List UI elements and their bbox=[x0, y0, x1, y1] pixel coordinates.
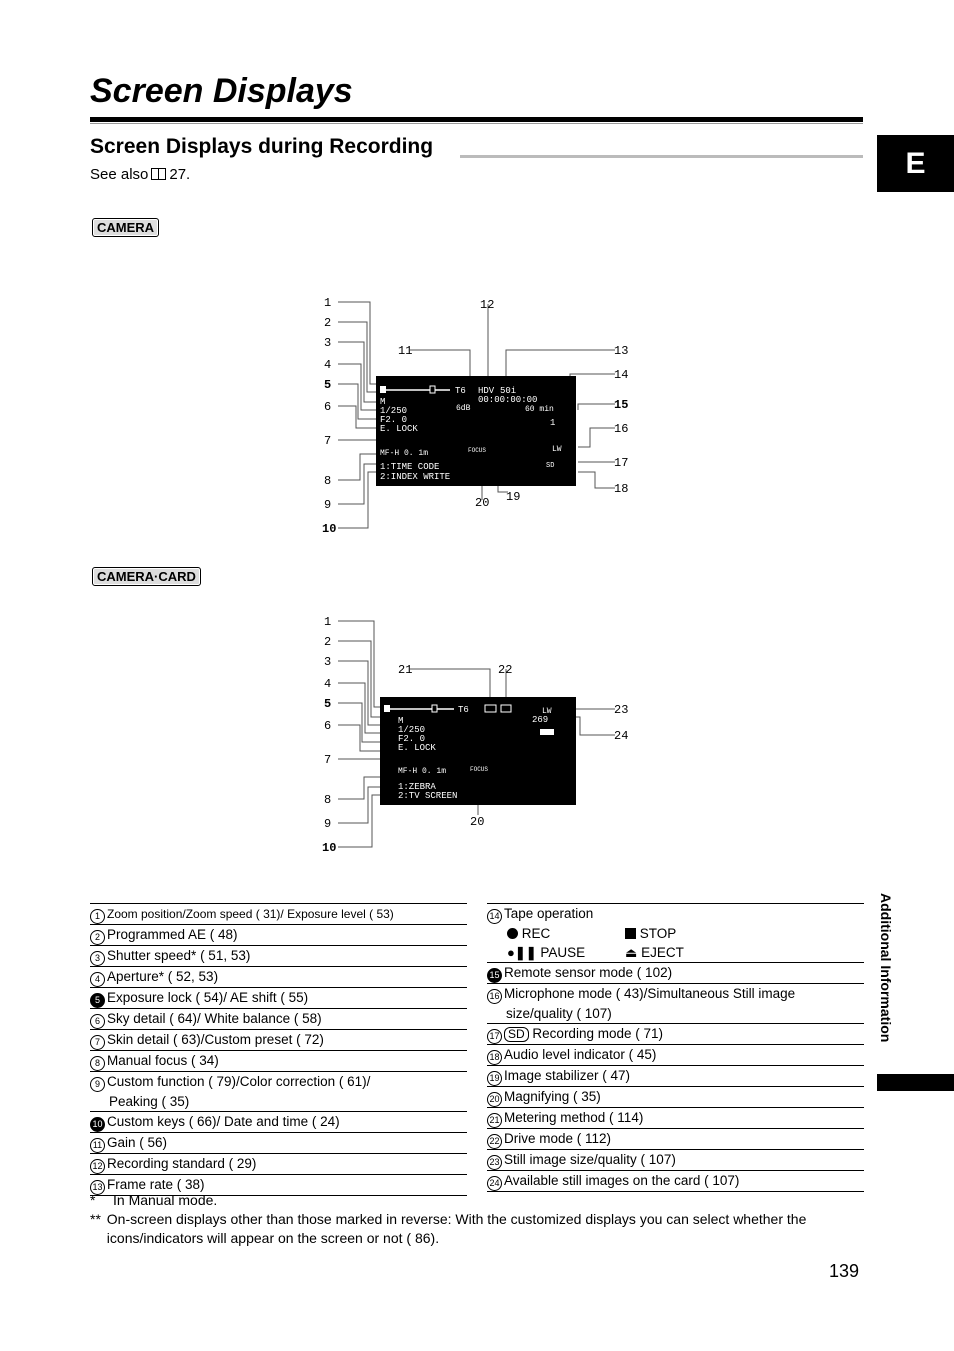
item-text: Shutter speed* ( 51, 53) bbox=[107, 948, 251, 963]
footnote: * In Manual mode. bbox=[90, 1192, 218, 1208]
list-item bbox=[487, 1171, 864, 1192]
svg-text:14: 14 bbox=[614, 368, 629, 382]
callout-number: 6 bbox=[90, 1014, 105, 1029]
item-text: Zoom position/Zoom speed ( 31)/ Exposure level ( 53) bbox=[107, 907, 394, 921]
list-item bbox=[90, 903, 467, 925]
svg-text:23: 23 bbox=[614, 703, 629, 717]
svg-text:8: 8 bbox=[324, 793, 332, 807]
callout-number: 16 bbox=[487, 989, 502, 1004]
sd-indicator: SD bbox=[546, 462, 555, 470]
title-rule-thin bbox=[90, 123, 863, 124]
zoom-tele-label: T6 bbox=[458, 705, 469, 715]
page-number: 139 bbox=[829, 1261, 860, 1281]
camera-card-screen-diagram bbox=[320, 611, 640, 856]
item-text: Microphone mode ( 43)/Simultaneous Still image bbox=[504, 986, 796, 1001]
list-item bbox=[487, 963, 864, 984]
list-item bbox=[90, 967, 467, 988]
item-text: Recording mode ( 71) bbox=[528, 1026, 663, 1041]
list-item bbox=[487, 984, 864, 1024]
item-text: Image stabilizer ( 47) bbox=[504, 1068, 631, 1083]
item-text: Recording standard ( 29) bbox=[107, 1156, 257, 1171]
see-also-label: See also bbox=[90, 166, 149, 183]
callout-number: 9 bbox=[90, 1077, 105, 1092]
list-item bbox=[90, 988, 467, 1009]
callout-number: 19 bbox=[487, 1071, 502, 1086]
list-item bbox=[90, 1009, 467, 1030]
camera-screen-diagram bbox=[320, 292, 640, 537]
item-text: Skin detail ( 63)/Custom preset ( 72) bbox=[107, 1032, 324, 1047]
callout-number: 5 bbox=[90, 993, 105, 1008]
available-images: 269 bbox=[532, 715, 549, 725]
list-item bbox=[90, 1030, 467, 1051]
svg-text:1: 1 bbox=[324, 296, 332, 310]
svg-text:20: 20 bbox=[475, 496, 490, 510]
camera-card-badge: CAMERA·CARD bbox=[92, 567, 201, 586]
item-text: Aperture* ( 52, 53) bbox=[107, 969, 219, 984]
callout-number: 21 bbox=[487, 1113, 502, 1128]
svg-text:18: 18 bbox=[614, 482, 629, 496]
svg-text:10: 10 bbox=[322, 841, 337, 855]
custom-key-1: 1:TIME CODE bbox=[380, 462, 440, 472]
item-text: Available still images on the card ( 107) bbox=[504, 1173, 740, 1188]
item-text-continued: size/quality ( 107) bbox=[506, 1006, 612, 1021]
aperture-value: F2. 0 bbox=[380, 415, 408, 425]
shutter-value: 1/250 bbox=[380, 406, 408, 416]
remote-mode: 1 bbox=[550, 418, 556, 428]
svg-text:8: 8 bbox=[324, 474, 332, 488]
item-text: Sky detail ( 64)/ White balance ( 58) bbox=[107, 1011, 322, 1026]
see-also-page: 27. bbox=[169, 166, 191, 183]
list-item bbox=[487, 1024, 864, 1045]
item-text: Still image size/quality ( 107) bbox=[504, 1152, 676, 1167]
list-item bbox=[90, 1072, 467, 1112]
list-item bbox=[487, 1150, 864, 1171]
item-text: Programmed AE ( 48) bbox=[107, 927, 238, 942]
list-item bbox=[90, 1051, 467, 1072]
list-item bbox=[487, 1129, 864, 1150]
shutter-value: 1/250 bbox=[398, 725, 426, 735]
callout-number: 8 bbox=[90, 1056, 105, 1071]
item-text: Metering method ( 114) bbox=[504, 1110, 644, 1125]
custom-key-2: 2:INDEX WRITE bbox=[380, 472, 451, 482]
title-rule bbox=[90, 117, 863, 122]
list-item bbox=[90, 1112, 467, 1133]
aperture-value: F2. 0 bbox=[398, 734, 426, 744]
custom-key-1: 1:ZEBRA bbox=[398, 782, 436, 792]
rec-icon bbox=[507, 928, 518, 939]
callout-number: 7 bbox=[90, 1035, 105, 1050]
svg-text:2: 2 bbox=[324, 635, 332, 649]
svg-text:9: 9 bbox=[324, 817, 332, 831]
callout-number: 22 bbox=[487, 1134, 502, 1149]
callout-number: 14 bbox=[487, 909, 502, 924]
list-item bbox=[90, 1154, 467, 1175]
callout-number: 13 bbox=[90, 1180, 105, 1195]
list-item bbox=[90, 946, 467, 967]
footnote: ** On-screen displays other than those marked in reverse: With the customized displays you can select whether the icons/indicators will appear on the screen or not ( 86). bbox=[90, 1211, 807, 1246]
manual-focus-value: MF-H 0. 1m bbox=[398, 767, 447, 776]
legend-right bbox=[487, 903, 864, 1192]
svg-text:6: 6 bbox=[324, 719, 332, 733]
item-text: Remote sensor mode ( 102) bbox=[504, 965, 673, 980]
ae-mode: M bbox=[398, 716, 404, 726]
tape-label: Tape operation bbox=[504, 906, 594, 921]
item-text-continued: Peaking ( 35) bbox=[109, 1094, 190, 1109]
svg-text:22: 22 bbox=[498, 663, 513, 677]
callout-number: 4 bbox=[90, 972, 105, 987]
svg-text:7: 7 bbox=[324, 753, 332, 767]
svg-text:21: 21 bbox=[398, 663, 413, 677]
callout-number: 24 bbox=[487, 1176, 502, 1191]
ae-mode: M bbox=[380, 397, 386, 407]
svg-text:4: 4 bbox=[324, 358, 332, 372]
page-title: Screen Displays bbox=[90, 72, 353, 110]
item-text: Exposure lock ( 54)/ AE shift ( 55) bbox=[107, 990, 309, 1005]
remaining-time: 60 min bbox=[525, 405, 554, 414]
camera-badge: CAMERA bbox=[92, 218, 159, 237]
item-text: Manual focus ( 34) bbox=[107, 1053, 219, 1068]
exposure-lock-label: E. LOCK bbox=[398, 743, 436, 753]
callout-number: 1 bbox=[90, 909, 105, 924]
callout-number: 20 bbox=[487, 1092, 502, 1107]
manual-focus-value: MF-H 0. 1m bbox=[380, 449, 429, 458]
svg-text:12: 12 bbox=[480, 298, 495, 312]
item-text: Magnifying ( 35) bbox=[504, 1089, 601, 1104]
zoom-tele-label: T6 bbox=[455, 386, 466, 396]
svg-text:10: 10 bbox=[322, 522, 337, 536]
svg-text:11: 11 bbox=[398, 344, 413, 358]
callout-number: 3 bbox=[90, 951, 105, 966]
svg-text:3: 3 bbox=[324, 655, 332, 669]
svg-text:7: 7 bbox=[324, 434, 332, 448]
svg-text:15: 15 bbox=[614, 398, 629, 412]
eject-icon: ⏏ bbox=[625, 945, 638, 960]
callout-number: 15 bbox=[487, 968, 502, 983]
item-text: Gain ( 56) bbox=[107, 1135, 168, 1150]
svg-text:1: 1 bbox=[324, 615, 332, 629]
section-rule bbox=[460, 155, 863, 158]
svg-text:24: 24 bbox=[614, 729, 629, 743]
pause-icon: ●❚❚ bbox=[507, 945, 537, 960]
list-item bbox=[487, 1045, 864, 1066]
book-icon bbox=[151, 168, 166, 180]
list-item bbox=[90, 1133, 467, 1154]
svg-text:20: 20 bbox=[470, 815, 485, 829]
item-text: Audio level indicator ( 45) bbox=[504, 1047, 657, 1062]
svg-text:2: 2 bbox=[324, 316, 332, 330]
footnotes bbox=[90, 1191, 863, 1248]
svg-text:17: 17 bbox=[614, 456, 629, 470]
still-quality: LW bbox=[552, 445, 562, 454]
item-text: Custom function ( 79)/Color correction ( 61)/ bbox=[107, 1074, 371, 1089]
gain-value: 6dB bbox=[456, 404, 471, 413]
frame-rate: 50i bbox=[500, 386, 517, 396]
item-text: Drive mode ( 112) bbox=[504, 1131, 612, 1146]
legend-left bbox=[90, 903, 467, 1196]
exposure-lock-label: E. LOCK bbox=[380, 424, 418, 434]
svg-text:9: 9 bbox=[324, 498, 332, 512]
item-text: Frame rate ( 38) bbox=[107, 1177, 205, 1192]
focus-label: FOCUS bbox=[468, 447, 487, 454]
callout-number: 18 bbox=[487, 1050, 502, 1065]
callout-number: 2 bbox=[90, 930, 105, 945]
item-text: Custom keys ( 66)/ Date and time ( 24) bbox=[107, 1114, 340, 1129]
focus-label: FOCUS bbox=[470, 766, 489, 773]
callout-number: 17 bbox=[487, 1029, 502, 1044]
svg-text:4: 4 bbox=[324, 677, 332, 691]
see-also-note bbox=[90, 166, 190, 183]
svg-text:3: 3 bbox=[324, 336, 332, 350]
side-label: Additional Information bbox=[878, 893, 894, 1043]
svg-text:19: 19 bbox=[506, 490, 521, 504]
list-item bbox=[487, 1108, 864, 1129]
stop-icon bbox=[625, 928, 636, 939]
hdv-label: HDV bbox=[478, 386, 495, 396]
list-item bbox=[487, 1087, 864, 1108]
section-heading: Screen Displays during Recording bbox=[90, 135, 434, 158]
custom-key-2: 2:TV SCREEN bbox=[398, 791, 458, 801]
language-tab: E bbox=[877, 135, 954, 192]
list-item bbox=[90, 925, 467, 946]
svg-text:13: 13 bbox=[614, 344, 629, 358]
sd-icon: SD bbox=[504, 1027, 529, 1042]
callout-number: 11 bbox=[90, 1138, 105, 1153]
svg-text:5: 5 bbox=[324, 697, 332, 711]
svg-text:5: 5 bbox=[324, 378, 332, 392]
list-item bbox=[487, 1066, 864, 1087]
svg-text:6: 6 bbox=[324, 400, 332, 414]
svg-text:16: 16 bbox=[614, 422, 629, 436]
side-bar bbox=[877, 1074, 954, 1091]
callout-number: 12 bbox=[90, 1159, 105, 1174]
callout-number: 23 bbox=[487, 1155, 502, 1170]
list-item-tape: 14 Tape operation REC STOP ●❚❚ PAUSE ⏏ EJECT bbox=[487, 903, 864, 963]
timecode: 00:00:00:00 bbox=[478, 395, 538, 405]
callout-number: 10 bbox=[90, 1117, 105, 1132]
still-quality: LW bbox=[542, 707, 552, 716]
